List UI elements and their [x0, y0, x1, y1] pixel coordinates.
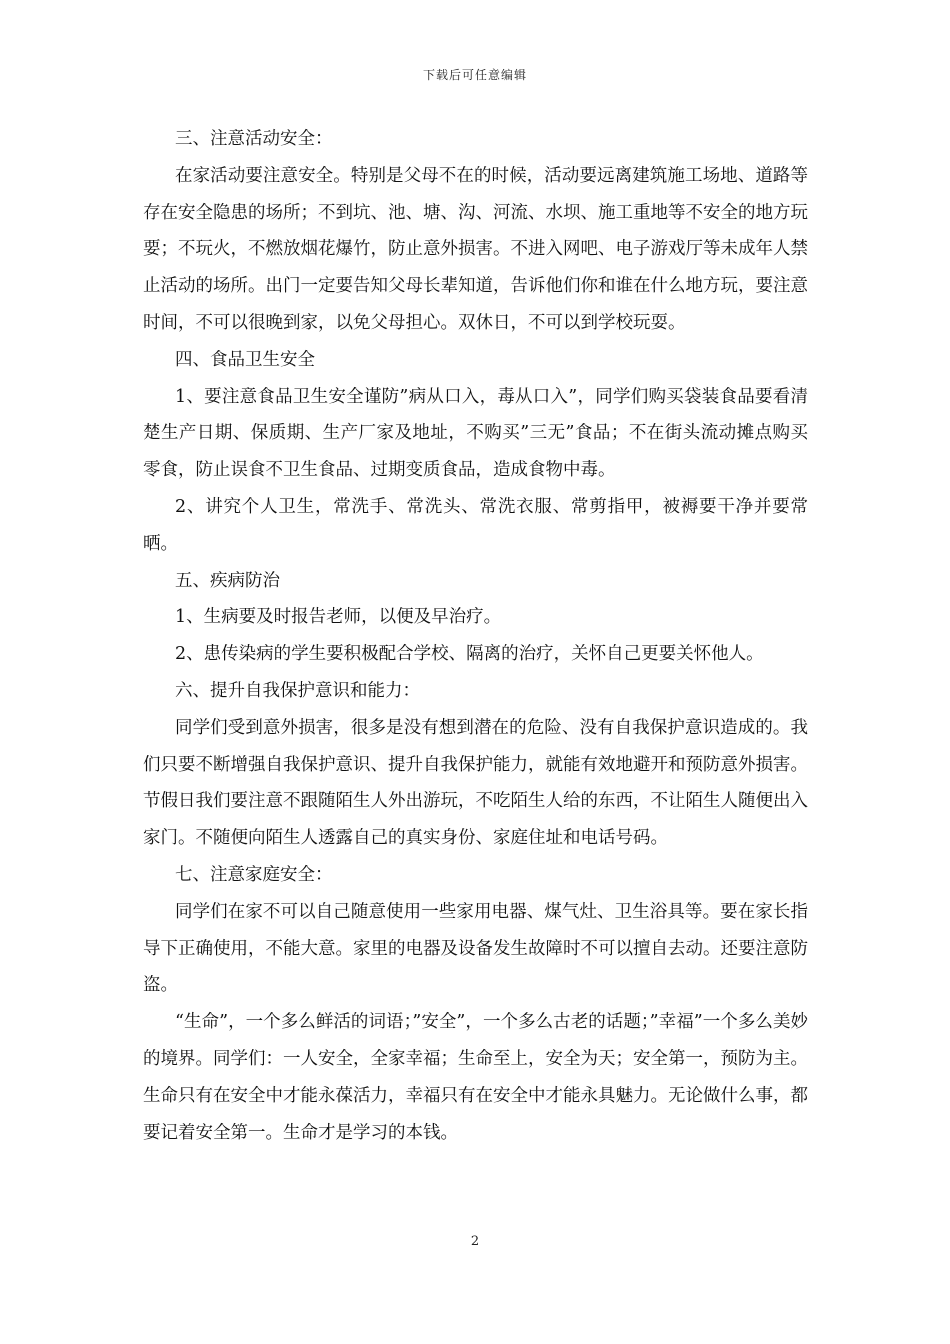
paragraph: 在家活动要注意安全。特别是父母不在的时候，活动要远离建筑施工场地、道路等存在安全隐患的场所；不到坑、池、塘、沟、河流、水坝、施工重地等不安全的地方玩要；不玩火，不燃放烟花爆竹，防止意外损害。不进入网吧、电子游戏厅等未成年人禁止活动的场所。出门一定要告知父母长辈知道，告诉他们你和谁在什么地方玩，要注意时间，不可以很晚到家，以免父母担心。双休日，不可以到学校玩耍。 — [143, 165, 808, 333]
paragraph: “生命”，一个多么鲜活的词语；”安全”，一个多么古老的话题；”幸福”一个多么美妙的境界。同学们：一人安全，全家幸福；生命至上，安全为天；安全第一，预防为主。生命只有在安全中才能永葆活力，幸福只有在安全中才能永具魅力。无论做什么事，都要记着安全第一。生命才是学习的本钱。 — [143, 1012, 808, 1143]
section-heading: 三、注意活动安全： — [175, 129, 333, 149]
paragraph: 2、患传染病的学生要积极配合学校、隔离的治疗，关怀自己更要关怀他人。 — [175, 644, 764, 665]
section-heading: 五、疾病防治 — [175, 570, 280, 591]
section-heading: 六、提升自我保护意识和能力： — [175, 680, 420, 701]
paragraph: 同学们在家不可以自己随意使用一些家用电器、煤气灶、卫生浴具等。要在家长指导下正确使用，不能大意。家里的电器及设备发生故障时不可以擅自去动。还要注意防盗。 — [143, 901, 808, 996]
document-body — [143, 121, 808, 1151]
page-number: 2 — [470, 1234, 480, 1249]
paragraph: 2、讲究个人卫生，常洗手、常洗头、常洗衣服、常剪指甲，被褥要干净并要常晒。 — [143, 496, 808, 554]
paragraph: 1、要注意食品卫生安全谨防”病从口入，毒从口入”，同学们购买袋装食品要看清楚生产日期、保质期、生产厂家及地址，不购买”三无”食品；不在街头流动摊点购买零食，防止误食不卫生食品、过期变质食品，造成食物中毒。 — [143, 386, 808, 481]
section-heading: 四、食品卫生安全 — [175, 349, 315, 370]
paragraph: 1、生病要及时报告老师，以便及早治疗。 — [175, 607, 502, 628]
paragraph: 同学们受到意外损害，很多是没有想到潜在的危险、没有自我保护意识造成的。我们只要不断增强自我保护意识、提升自我保护能力，就能有效地避开和预防意外损害。节假日我们要注意不跟随陌生人外出游玩，不吃陌生人给的东西，不让陌生人随便出入家门。不随便向陌生人透露自己的真实身份、家庭住址和电话号码。 — [143, 717, 808, 849]
section-heading: 七、注意家庭安全： — [175, 864, 333, 885]
page-header: 下载后可任意编辑 — [422, 68, 527, 82]
